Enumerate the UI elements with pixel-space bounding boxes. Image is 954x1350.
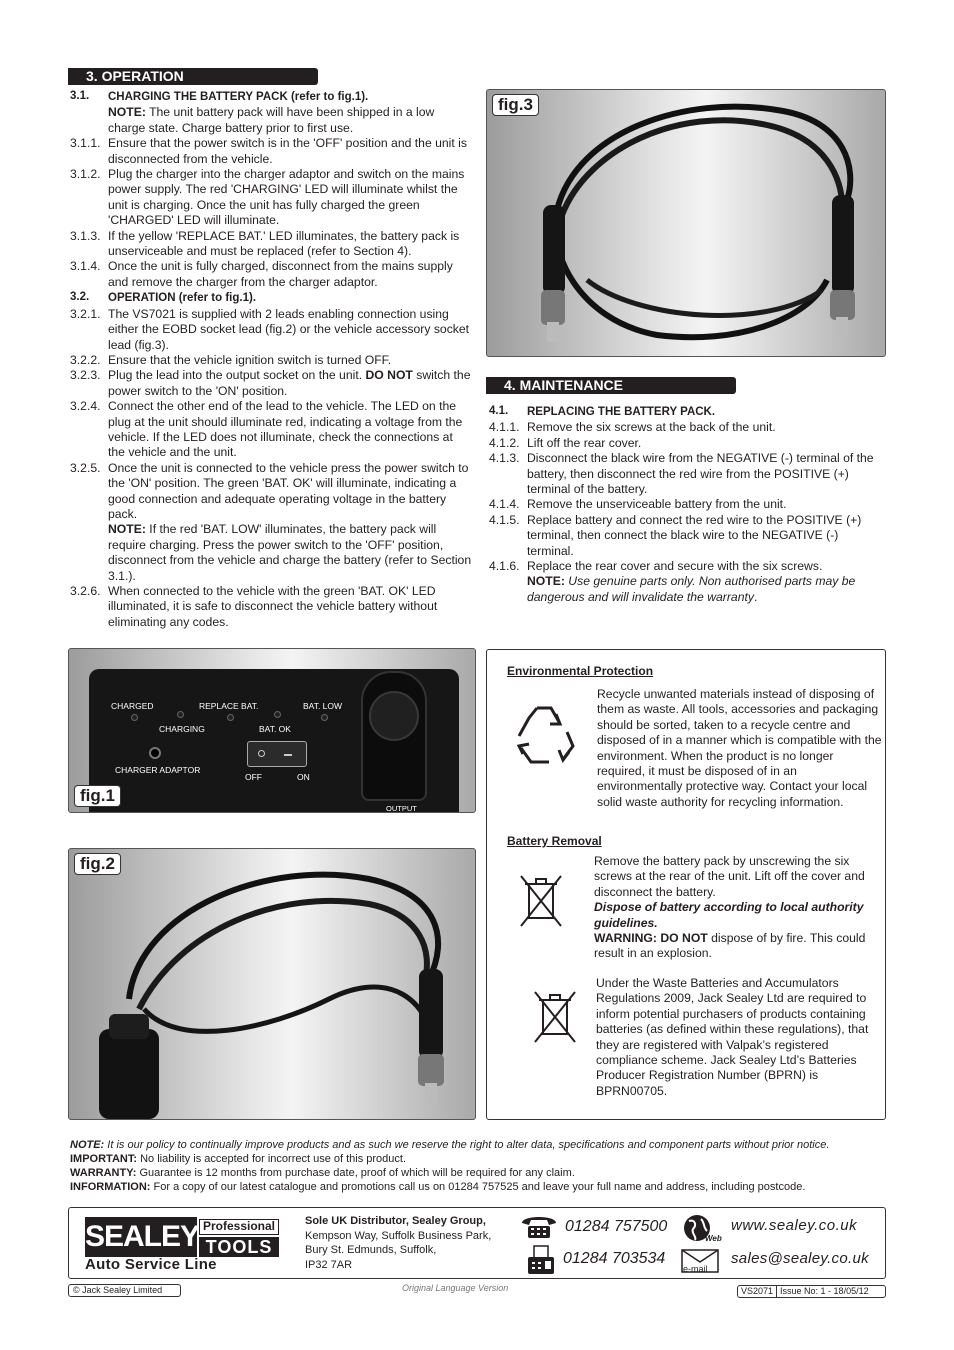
information-lead: INFORMATION: (70, 1181, 151, 1193)
footer-contact-box (68, 1207, 886, 1279)
recycle-icon (509, 700, 579, 770)
operation-step-emphasis: DO NOT (365, 368, 413, 383)
operation-step (70, 368, 472, 399)
operation-step-number: 3.2.3. (70, 368, 101, 383)
battery-regulations-text: Under the Waste Batteries and Accumulators Regulations 2009, Jack Sealey Ltd are required to inform potential purchasers of products containing batteries (as defined within these regulations), that they are registered with Valpak’s registered compliance scheme. Jack Sealey Ltd’s Batteries Producer Registration Number (BPRN) is BPRN00705. (596, 976, 869, 1098)
maintenance-section-header: 4. MAINTENANCE (486, 377, 736, 394)
copyright-badge: © Jack Sealey Limited (68, 1284, 181, 1297)
document-reference (737, 1285, 886, 1298)
operation-step-number: 3.2.2. (70, 352, 101, 367)
operation-step (70, 584, 472, 630)
maintenance-step-number: 4.1.4. (489, 497, 520, 512)
fig1-photo (68, 648, 476, 813)
environmental-protection-title: Environmental Protection (507, 664, 654, 678)
logo-professional: Professional (199, 1219, 279, 1235)
operation-section-header: 3. OPERATION (68, 68, 318, 85)
charged-led (131, 714, 138, 721)
battery-removal-title: Battery Removal (507, 834, 602, 848)
operation-step-number: 3.1.1. (70, 136, 101, 151)
maintenance-step (489, 574, 885, 605)
email-address: sales@sealey.co.uk (731, 1250, 869, 1267)
logo-tools: TOOLS (199, 1237, 279, 1257)
maintenance-step-text: Replace the rear cover and secure with the six screws. (527, 559, 823, 574)
operation-step (70, 290, 472, 306)
sealey-logo (85, 1217, 279, 1273)
operation-step (70, 89, 472, 105)
operation-step-number: 3.2.1. (70, 306, 101, 321)
battery-warning-lead: WARNING: DO NOT (594, 931, 708, 946)
crossed-bin-icon-2 (533, 990, 577, 1044)
operation-step (70, 259, 472, 290)
operation-step-tail: switch the power switch to the 'ON' position. (108, 368, 471, 398)
charger-adaptor-socket (149, 747, 161, 759)
bat-low-led (321, 714, 328, 721)
warranty-lead: WARRANTY: (70, 1167, 137, 1179)
operation-step-number: 3.1.4. (70, 259, 101, 274)
operation-step-number: 3.2.6. (70, 584, 101, 598)
operation-step (70, 461, 472, 523)
maintenance-step (489, 420, 885, 435)
operation-step (70, 167, 472, 229)
fig2-label: fig.2 (74, 853, 121, 875)
maintenance-step-number: 4.1.2. (489, 435, 520, 450)
battery-dispose-text: Dispose of battery according to local authority guidelines. (594, 900, 864, 930)
operation-step-text: If the yellow 'REPLACE BAT.' LED illuminates, the battery pack is unserviceable and must be replaced (refer to Section 4). (108, 228, 460, 259)
issue-number: Issue No: 1 - 18/05/12 (780, 1286, 869, 1296)
maintenance-step (489, 436, 885, 451)
charging-led (177, 711, 184, 718)
bat-low-label: BAT. LOW (303, 701, 343, 711)
battery-removal-text (594, 854, 884, 962)
operation-step-text: Connect the other end of the lead to the vehicle. The LED on the plug at the unit should illuminate red, indicating a voltage from the vehicle. If the LED does not illuminate, check the connections at the vehicle and the unit. (108, 399, 463, 460)
fax-number: 01284 703534 (563, 1250, 666, 1267)
replace-bat-label: REPLACE BAT. (199, 701, 259, 711)
operation-step-text: Ensure that the vehicle ignition switch is turned OFF. (108, 352, 392, 367)
operation-step-text: Once the unit is connected to the vehicle press the power switch to the 'ON' position. The green 'BAT. OK' will illuminate, indicating a good connection and adequate operating voltage in the battery pack. (108, 460, 469, 521)
fig1-label: fig.1 (74, 785, 121, 807)
phone-number: 01284 757500 (565, 1218, 668, 1235)
maintenance-step-text: REPLACING THE BATTERY PACK. (527, 406, 716, 418)
distributor-address (305, 1214, 515, 1272)
replace-bat-led (227, 714, 234, 721)
operation-step-number: 3.2. (70, 291, 90, 304)
maintenance-note-lead: NOTE: (527, 574, 565, 589)
operation-note-lead: NOTE: (108, 522, 146, 537)
maintenance-step-number: 4.1.5. (489, 512, 520, 527)
maintenance-step-number: 4.1. (489, 405, 509, 417)
operation-step (70, 353, 472, 368)
switch-off-label: OFF (245, 772, 262, 782)
operation-step-text: Plug the lead into the output socket on the unit. (108, 368, 366, 383)
battery-warning-text: dispose of by fire. This could result in an explosion. (594, 931, 866, 961)
telephone-icon (519, 1213, 559, 1239)
output-label: OUTPUT (386, 804, 417, 813)
crossed-bin-icon (519, 874, 563, 928)
operation-step (70, 522, 472, 584)
charging-label: CHARGING (159, 724, 205, 734)
maintenance-step-text: Disconnect the black wire from the NEGATIVE (-) terminal of the battery, then disconnect the red wire from the POSITIVE (+) terminal of the battery. (527, 451, 874, 497)
charged-label: CHARGED (111, 701, 154, 711)
maintenance-step (489, 451, 885, 497)
maintenance-step (489, 497, 885, 512)
distributor-name: Sole UK Distributor, Sealey Group, (305, 1215, 486, 1227)
operation-step-text: When connected to the vehicle with the green 'BAT. OK' LED illuminated, it is safe to disconnect the vehicle battery without eliminating any codes. (108, 584, 438, 629)
maintenance-step-text: Remove the six screws at the back of the unit. (527, 420, 776, 435)
maintenance-step (489, 559, 885, 574)
email-icon-label: e-mail (683, 1264, 708, 1274)
control-panel (89, 669, 459, 813)
address-line-1: Kempson Way, Suffolk Business Park, (305, 1229, 492, 1242)
maintenance-step-tail: . (753, 589, 758, 604)
maintenance-step (489, 404, 885, 420)
maintenance-step-text: Replace battery and connect the red wire to the POSITIVE (+) terminal, then connect the black wire to the NEGATIVE (-) terminal. (527, 512, 862, 558)
maintenance-step-text: Remove the unserviceable battery from the unit. (527, 497, 787, 512)
maintenance-step-text: Use genuine parts only. Non authorised parts may be dangerous and will invalidate the warranty (527, 574, 856, 604)
environment-text: Recycle unwanted materials instead of disposing of them as waste. All tools, accessories and packaging should be sorted, taken to a recycle centre and disposed of in a manner which is compatible with the environment. When the product is no longer required, it must be disposed of in an environmentally protective way. Contact your local solid waste authority for recycling information. (597, 687, 882, 809)
operation-note-lead: NOTE: (108, 105, 146, 120)
eobd-socket-lead-image (69, 849, 476, 1120)
original-language-label: Original Language Version (402, 1283, 509, 1293)
important-lead: IMPORTANT: (70, 1153, 138, 1165)
operation-step (70, 307, 472, 353)
fig2-photo (68, 848, 476, 1120)
operation-step-number: 3.2.4. (70, 399, 101, 414)
fig3-label: fig.3 (492, 94, 539, 116)
address-line-3: IP32 7AR (305, 1258, 353, 1271)
website-url: www.sealey.co.uk (731, 1217, 858, 1234)
maintenance-step-number: 4.1.6. (489, 559, 520, 574)
maintenance-steps (489, 404, 885, 605)
maintenance-step-text: Lift off the rear cover. (527, 435, 642, 450)
warranty-text: Guarantee is 12 months from purchase date, proof of which will be required for any claim. (136, 1167, 575, 1179)
web-icon-label: Web (705, 1234, 722, 1243)
fig3-photo (486, 89, 886, 357)
maintenance-step-number: 4.1.3. (489, 451, 520, 466)
bat-ok-led (274, 711, 281, 718)
power-switch (247, 741, 307, 767)
operation-step-number: 3.1. (70, 90, 90, 102)
address-line-2: Bury St. Edmunds, Suffolk, (305, 1244, 437, 1256)
operation-step-text: If the red 'BAT. LOW' illuminates, the battery pack will require charging. Press the power switch to the 'OFF' position, disconnect from the vehicle and charge the battery (refer to Section 3.1.). (108, 522, 472, 583)
accessory-socket-lead-image (487, 90, 886, 357)
bat-ok-label: BAT. OK (259, 724, 291, 734)
information-text: For a copy of our latest catalogue and promotions call us on 01284 757525 and leave your full name and address, including postcode. (150, 1181, 806, 1193)
maintenance-step (489, 513, 885, 559)
operation-step (70, 399, 472, 461)
note-lead: NOTE: (70, 1139, 105, 1151)
fax-icon (526, 1244, 556, 1276)
maintenance-step-number: 4.1.1. (489, 420, 520, 435)
battery-removal-instructions: Remove the battery pack by unscrewing the six screws at the rear of the unit. Lift off the cover and disconnect the battery. (594, 854, 865, 899)
note-text: It is our policy to continually improve products and as such we reserve the right to alter data, specifications and component parts without prior notice. (104, 1139, 830, 1151)
logo-tagline: Auto Service Line (85, 1256, 217, 1273)
operation-step-text: Ensure that the power switch is in the 'OFF' position and the unit is disconnected from the vehicle. (108, 136, 467, 166)
operation-step-number: 3.1.3. (70, 228, 101, 243)
logo-sealey: SEALEY (85, 1217, 197, 1257)
operation-step-text: The unit battery pack will have been shipped in a low charge state. Charge battery prior to first use. (108, 105, 435, 135)
operation-step-text: CHARGING THE BATTERY PACK (refer to fig.1). (108, 91, 369, 103)
operation-step-text: The VS7021 is supplied with 2 leads enabling connection using either the EOBD socket lead (fig.2) or the vehicle accessory socket lead (fig.3). (108, 306, 470, 352)
operation-step (70, 229, 472, 260)
operation-step-number: 3.2.5. (70, 460, 101, 475)
operation-step-text: Once the unit is fully charged, disconnect from the mains supply and remove the charger from the charger adaptor. (108, 259, 453, 289)
operation-step-text: Plug the charger into the charger adaptor and switch on the mains power supply. The red 'CHARGING' LED will illuminate whilst the unit is charging. Once the unit has fully charged the green 'CHARGED' LED will illuminate. (108, 167, 465, 228)
operation-step-text: OPERATION (refer to fig.1). (108, 292, 257, 305)
model-number: VS2071 (738, 1286, 777, 1297)
switch-on-label: ON (297, 772, 310, 782)
charger-adaptor-label: CHARGER ADAPTOR (115, 765, 201, 775)
operation-step (70, 136, 472, 167)
output-socket (361, 671, 427, 801)
operation-step-number: 3.1.2. (70, 167, 101, 182)
footer-notes (70, 1138, 890, 1194)
important-text: No liability is accepted for incorrect use of this product. (137, 1153, 407, 1165)
operation-steps (70, 89, 472, 630)
operation-step (70, 105, 472, 136)
environment-battery-box (486, 649, 886, 1120)
